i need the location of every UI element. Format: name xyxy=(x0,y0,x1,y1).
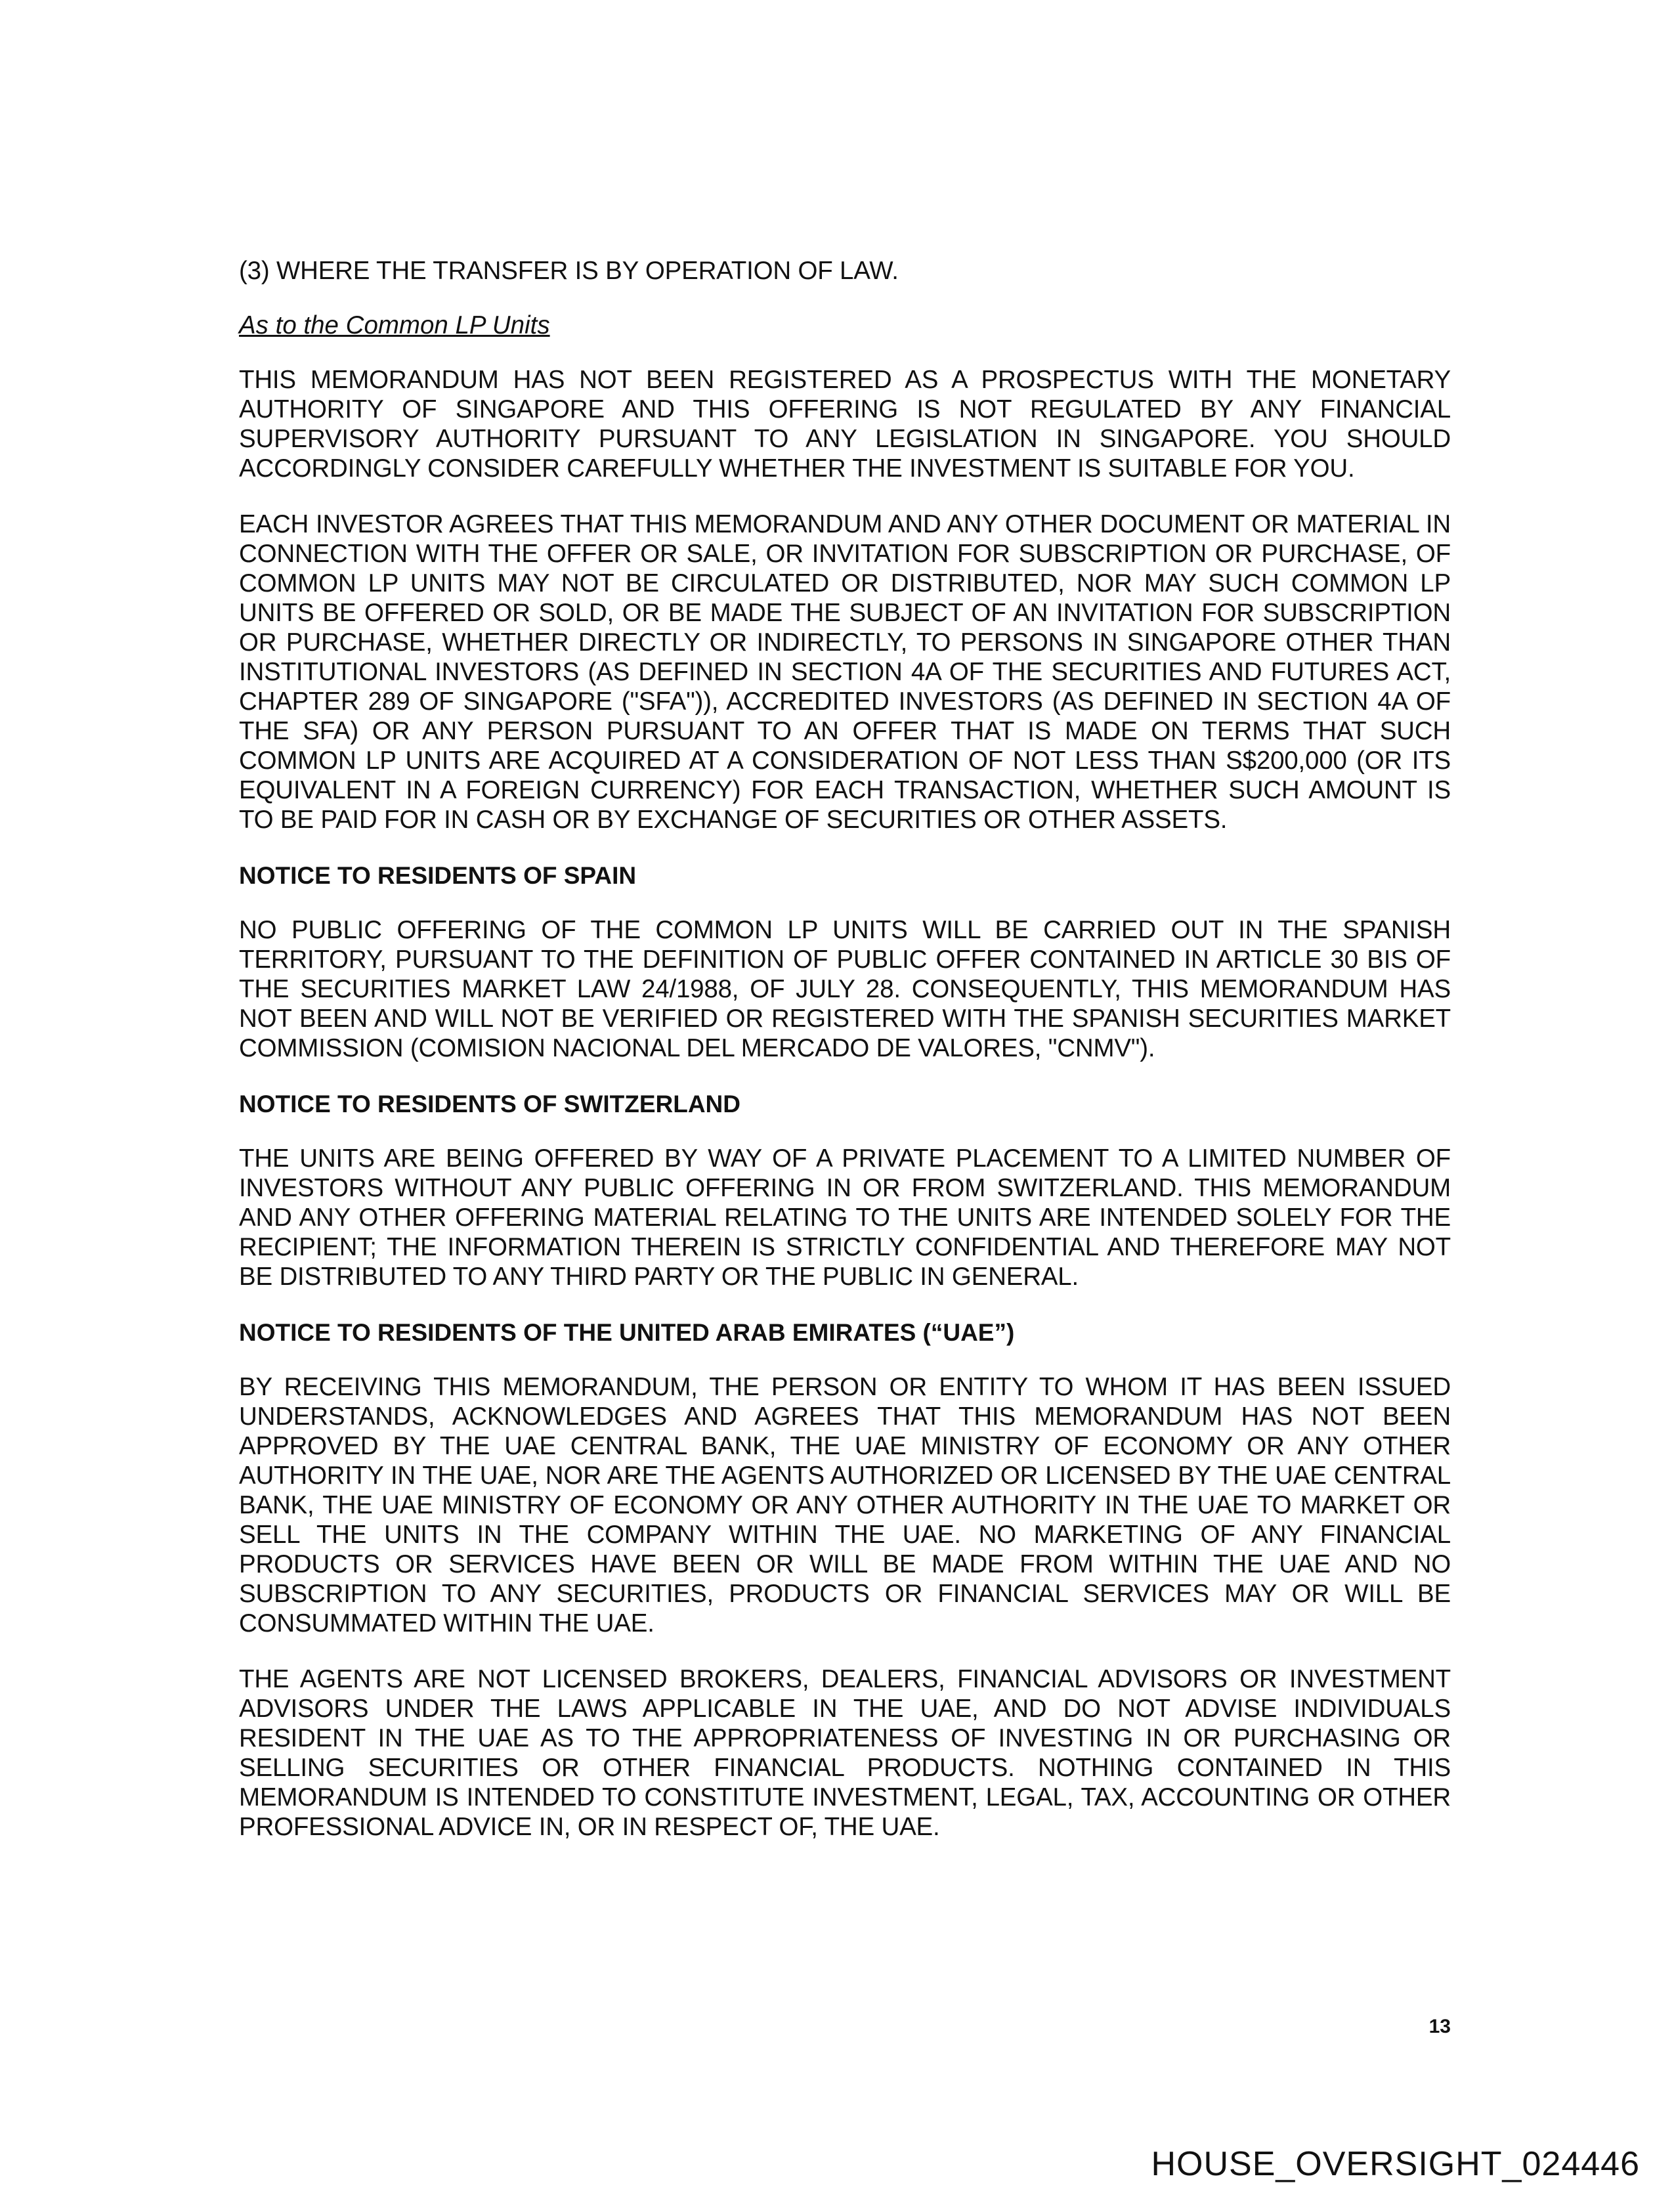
intro-line: (3) WHERE THE TRANSFER IS BY OPERATION OF LAW. xyxy=(239,257,899,285)
singapore-paragraph-1: THIS MEMORANDUM HAS NOT BEEN REGISTERED AS A PROSPECTUS WITH THE MONETARY AUTHORITY OF SINGAPORE AND THIS OFFERING IS NOT REGULATED BY ANY FINANCIAL SUPERVISORY AUTHORITY PURSUANT TO ANY LEGISLATION IN SINGAPORE. YOU SHOULD ACCORDINGLY CONSIDER CAREFULLY WHETHER THE INVESTMENT IS SUITABLE FOR YOU. xyxy=(239,366,1451,483)
switzerland-paragraph: THE UNITS ARE BEING OFFERED BY WAY OF A PRIVATE PLACEMENT TO A LIMITED NUMBER OF INVESTORS WITHOUT ANY PUBLIC OFFERING IN OR FROM SWITZERLAND. THIS MEMORANDUM AND ANY OTHER OFFERING MATERIAL RELATING TO THE UNITS ARE INTENDED SOLELY FOR THE RECIPIENT; THE INFORMATION THEREIN IS STRICTLY CONFIDENTIAL AND THEREFORE MAY NOT BE DISTRIBUTED TO ANY THIRD PARTY OR THE PUBLIC IN GENERAL. xyxy=(239,1144,1451,1291)
switzerland-heading: NOTICE TO RESIDENTS OF SWITZERLAND xyxy=(239,1091,740,1117)
bates-number: HOUSE_OVERSIGHT_024446 xyxy=(1151,2145,1640,2183)
spain-heading: NOTICE TO RESIDENTS OF SPAIN xyxy=(239,862,637,889)
common-lp-units-subheading: As to the Common LP Units xyxy=(239,311,550,339)
uae-paragraph-2: THE AGENTS ARE NOT LICENSED BROKERS, DEALERS, FINANCIAL ADVISORS OR INVESTMENT ADVISORS UNDER THE LAWS APPLICABLE IN THE UAE, AND DO NOT ADVISE INDIVIDUALS RESIDENT IN THE UAE AS TO THE APPROPRIATENESS OF INVESTING IN OR PURCHASING OR SELLING SECURITIES OR OTHER FINANCIAL PRODUCTS. NOTHING CONTAINED IN THIS MEMORANDUM IS INTENDED TO CONSTITUTE INVESTMENT, LEGAL, TAX, ACCOUNTING OR OTHER PROFESSIONAL ADVICE IN, OR IN RESPECT OF, THE UAE. xyxy=(239,1665,1451,1841)
document-body xyxy=(239,256,1451,1842)
singapore-paragraph-2: EACH INVESTOR AGREES THAT THIS MEMORANDUM AND ANY OTHER DOCUMENT OR MATERIAL IN CONNECTION WITH THE OFFER OR SALE, OR INVITATION FOR SUBSCRIPTION OR PURCHASE, OF COMMON LP UNITS MAY NOT BE CIRCULATED OR DISTRIBUTED, NOR MAY SUCH COMMON LP UNITS BE OFFERED OR SOLD, OR BE MADE THE SUBJECT OF AN INVITATION FOR SUBSCRIPTION OR PURCHASE, WHETHER DIRECTLY OR INDIRECTLY, TO PERSONS IN SINGAPORE OTHER THAN INSTITUTIONAL INVESTORS (AS DEFINED IN SECTION 4A OF THE SECURITIES AND FUTURES ACT, CHAPTER 289 OF SINGAPORE ("SFA")), ACCREDITED INVESTORS (AS DEFINED IN SECTION 4A OF THE SFA) OR ANY PERSON PURSUANT TO AN OFFER THAT IS MADE ON TERMS THAT SUCH COMMON LP UNITS ARE ACQUIRED AT A CONSIDERATION OF NOT LESS THAN S$200,000 (OR ITS EQUIVALENT IN A FOREIGN CURRENCY) FOR EACH TRANSACTION, WHETHER SUCH AMOUNT IS TO BE PAID FOR IN CASH OR BY EXCHANGE OF SECURITIES OR OTHER ASSETS. xyxy=(239,510,1451,834)
uae-heading: NOTICE TO RESIDENTS OF THE UNITED ARAB EMIRATES (“UAE”) xyxy=(239,1319,1015,1346)
page-number: 13 xyxy=(1428,2016,1451,2037)
spain-paragraph: NO PUBLIC OFFERING OF THE COMMON LP UNITS WILL BE CARRIED OUT IN THE SPANISH TERRITORY, PURSUANT TO THE DEFINITION OF PUBLIC OFFER CONTAINED IN ARTICLE 30 BIS OF THE SECURITIES MARKET LAW 24/1988, OF JULY 28. CONSEQUENTLY, THIS MEMORANDUM HAS NOT BEEN AND WILL NOT BE VERIFIED OR REGISTERED WITH THE SPANISH SECURITIES MARKET COMMISSION (COMISION NACIONAL DEL MERCADO DE VALORES, "CNMV"). xyxy=(239,916,1451,1062)
uae-paragraph-1: BY RECEIVING THIS MEMORANDUM, THE PERSON OR ENTITY TO WHOM IT HAS BEEN ISSUED UNDERSTANDS, ACKNOWLEDGES AND AGREES THAT THIS MEMORANDUM HAS NOT BEEN APPROVED BY THE UAE CENTRAL BANK, THE UAE MINISTRY OF ECONOMY OR ANY OTHER AUTHORITY IN THE UAE, NOR ARE THE AGENTS AUTHORIZED OR LICENSED BY THE UAE CENTRAL BANK, THE UAE MINISTRY OF ECONOMY OR ANY OTHER AUTHORITY IN THE UAE TO MARKET OR SELL THE UNITS IN THE COMPANY WITHIN THE UAE. NO MARKETING OF ANY FINANCIAL PRODUCTS OR SERVICES HAVE BEEN OR WILL BE MADE FROM WITHIN THE UAE AND NO SUBSCRIPTION TO ANY SECURITIES, PRODUCTS OR FINANCIAL SERVICES MAY OR WILL BE CONSUMMATED WITHIN THE UAE. xyxy=(239,1373,1451,1637)
